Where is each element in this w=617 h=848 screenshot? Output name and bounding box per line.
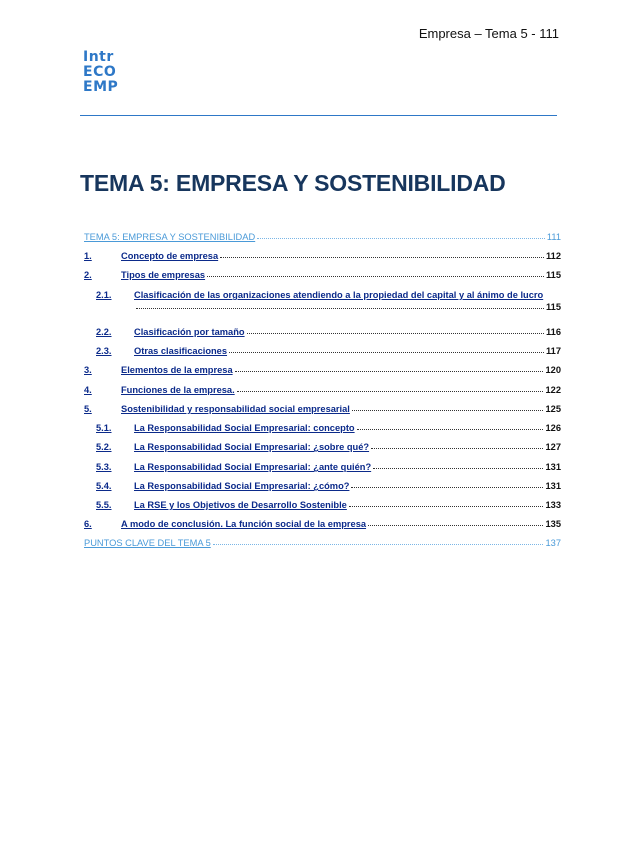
toc-entry-page: 131 (545, 462, 561, 472)
toc-leader-dots (136, 307, 544, 309)
logo-line-1: Intr (83, 49, 114, 65)
logo-line-2: ECO (83, 64, 117, 80)
toc-entry-page: 133 (545, 500, 561, 510)
toc-entry-page: 117 (546, 346, 561, 356)
toc-entry-number[interactable]: 5. (84, 404, 92, 414)
toc-entry[interactable] (84, 327, 561, 337)
toc-leader-dots (229, 351, 544, 353)
toc-entry[interactable] (84, 270, 561, 280)
toc-leader-dots (257, 237, 545, 239)
toc-entry[interactable] (84, 500, 561, 510)
toc-leader-dots (213, 543, 544, 545)
toc-leader-dots (235, 370, 544, 372)
toc-entry-number[interactable]: 5.2. (96, 442, 112, 452)
toc-entry-number[interactable]: 2.1. (96, 290, 112, 300)
toc-entry-title[interactable]: Clasificación por tamaño (134, 327, 245, 337)
toc-entry-title[interactable]: La Responsabilidad Social Empresarial: ¿cómo? (134, 481, 350, 491)
toc-entry-page: 122 (545, 385, 561, 395)
toc-leader-dots (373, 467, 543, 469)
toc-entry-number[interactable]: 1. (84, 251, 92, 261)
toc-entry[interactable] (84, 251, 561, 261)
toc-entry-title[interactable]: Concepto de empresa (121, 251, 219, 261)
toc-entry[interactable] (84, 290, 561, 312)
toc-entry-page: 127 (545, 442, 561, 452)
toc-leader-dots (352, 409, 544, 411)
toc-entry[interactable] (84, 538, 561, 548)
toc-entry-number[interactable]: 5.4. (96, 481, 112, 491)
toc-leader-dots (351, 486, 543, 488)
toc-entry-number[interactable]: 3. (84, 365, 92, 375)
toc-leader-dots (220, 256, 544, 258)
toc-entry-page: 115 (546, 302, 561, 312)
toc-entry-page: 135 (545, 519, 561, 529)
toc-entry-number[interactable]: 4. (84, 385, 92, 395)
toc-entry-title[interactable]: A modo de conclusión. La función social de la empresa (121, 519, 367, 529)
toc-leader-dots (247, 332, 544, 334)
toc-leader-dots (357, 428, 544, 430)
toc-entry-title[interactable]: PUNTOS CLAVE DEL TEMA 5 (84, 538, 211, 548)
chapter-title: TEMA 5: EMPRESA Y SOSTENIBILIDAD (80, 170, 506, 196)
toc-entry[interactable] (84, 365, 561, 375)
toc-entry-number[interactable]: 2.2. (96, 327, 112, 337)
toc-entry-page: 126 (545, 423, 561, 433)
toc-leader-dots (368, 524, 543, 526)
toc-leader-dots (349, 505, 544, 507)
toc-entry[interactable] (84, 232, 561, 242)
toc-leader-dots (207, 275, 544, 277)
toc-entry-number[interactable]: 2. (84, 270, 92, 280)
running-head: Empresa – Tema 5 - 111 (418, 26, 559, 41)
toc-entry[interactable] (84, 423, 561, 433)
toc-entry-title[interactable]: TEMA 5: EMPRESA Y SOSTENIBILIDAD (84, 232, 256, 242)
toc-entry[interactable] (84, 462, 561, 472)
toc-entry-title[interactable]: Clasificación de las organizaciones atendiendo a la propiedad del capital y al ánimo de lucro (134, 290, 544, 300)
toc-entry-title[interactable]: Otras clasificaciones (134, 346, 228, 356)
toc-entry-number[interactable]: 5.1. (96, 423, 112, 433)
toc-leader-dots (237, 390, 544, 392)
toc-entry[interactable] (84, 385, 561, 395)
toc-entry-page: 116 (546, 327, 561, 337)
toc-entry-title[interactable]: La Responsabilidad Social Empresarial: concepto (134, 423, 355, 433)
toc-entry-page: 112 (546, 251, 561, 261)
toc-entry-page: 111 (546, 232, 561, 242)
toc-entry[interactable] (84, 519, 561, 529)
toc-entry-title[interactable]: La Responsabilidad Social Empresarial: ¿ante quién? (134, 462, 372, 472)
toc-entry[interactable] (84, 404, 561, 414)
header-divider (80, 115, 557, 116)
toc-entry-title[interactable]: Sostenibilidad y responsabilidad social empresarial (121, 404, 350, 414)
intreco-emp-logo (83, 50, 118, 95)
toc-entry-page: 115 (546, 270, 561, 280)
toc-entry-title[interactable]: Tipos de empresas (121, 270, 206, 280)
toc-entry-number[interactable]: 6. (84, 519, 92, 529)
toc-leader-dots (371, 447, 543, 449)
toc-entry-number[interactable]: 5.5. (96, 500, 112, 510)
toc-entry[interactable] (84, 442, 561, 452)
toc-entry-title[interactable]: La RSE y los Objetivos de Desarrollo Sostenible (134, 500, 347, 510)
toc-entry-page: 125 (545, 404, 561, 414)
logo-line-3: EMP (83, 79, 119, 95)
toc-entry-page: 137 (545, 538, 561, 548)
toc-entry[interactable] (84, 481, 561, 491)
toc-entry-title[interactable]: Elementos de la empresa (121, 365, 233, 375)
toc-entry-number[interactable]: 2.3. (96, 346, 112, 356)
toc-entry[interactable] (84, 346, 561, 356)
toc-entry-number[interactable]: 5.3. (96, 462, 112, 472)
toc-entry-page: 131 (545, 481, 561, 491)
toc-entry-title[interactable]: La Responsabilidad Social Empresarial: ¿sobre qué? (134, 442, 370, 452)
toc-entry-title[interactable]: Funciones de la empresa. (121, 385, 235, 395)
toc-entry-page: 120 (545, 365, 561, 375)
